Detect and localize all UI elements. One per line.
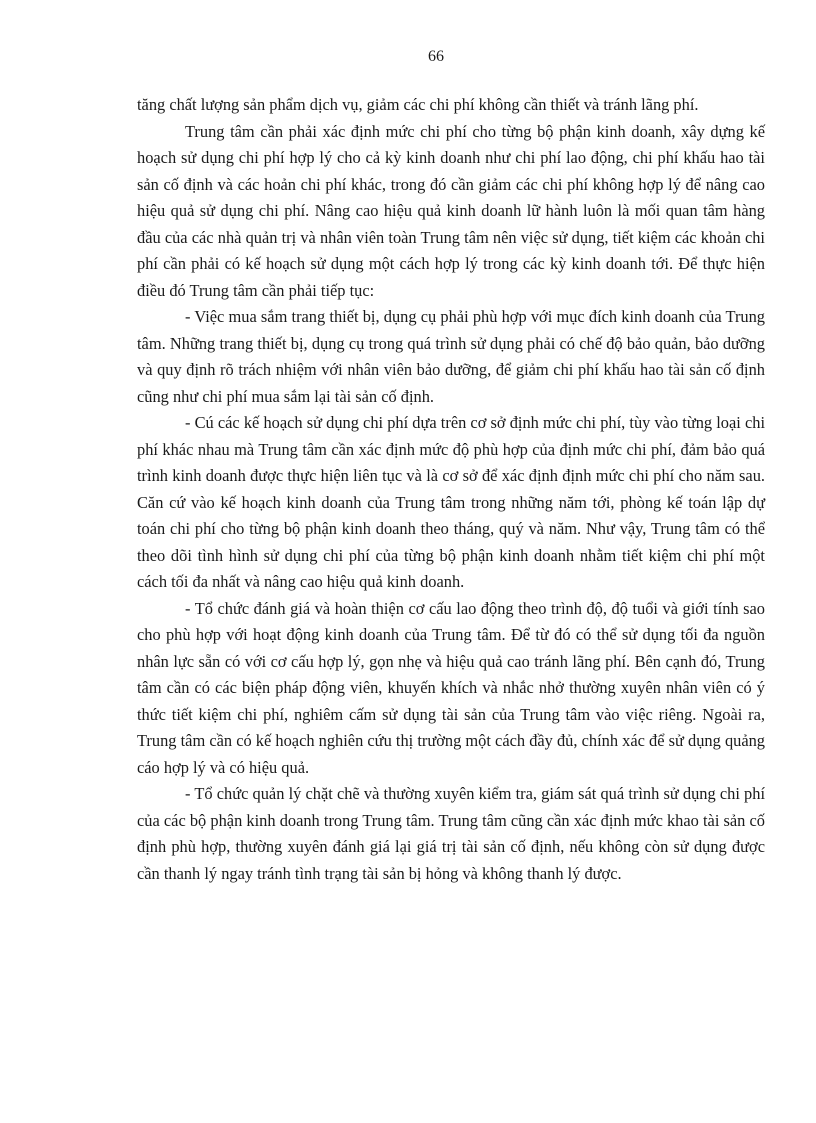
paragraph-equipment-purchase: - Việc mua sắm trang thiết bị, dụng cụ phải phù hợp với mục đích kinh doanh của Trung tâm. Những trang thiết bị, dụng cụ trong quá trình sử dụng phải có chế độ bảo quản, bảo dưỡng và quy định rõ trách nhiệm với nhân viên bảo dưỡng, để giảm chi phí khấu hao tài sản cố định cũng như chi phí mua sắm lại tài sản cố định. (137, 307, 765, 406)
paragraph-continuation: tăng chất lượng sản phẩm dịch vụ, giảm các chi phí không cần thiết và tránh lãng phí. (137, 95, 699, 114)
paragraph-cost-control: - Tổ chức quản lý chặt chẽ và thường xuyên kiểm tra, giám sát quá trình sử dụng chi phí của các bộ phận kinh doanh trong Trung tâm. Trung tâm cũng cần xác định mức khao tài sản cố định phù hợp, thường xuyên đánh giá lại giá trị tài sản cố định, nếu không còn sử dụng được cần thanh lý ngay tránh tình trạng tài sản bị hỏng và không thanh lý được. (137, 784, 765, 883)
body-text (137, 92, 765, 887)
page-number: 66 (428, 48, 444, 65)
paragraph-cost-norms: - Cú các kế hoạch sử dụng chi phí dựa trên cơ sở định mức chi phí, tùy vào từng loại chi phí khác nhau mà Trung tâm cần xác định mức độ phù hợp của định mức chi phí, đảm bảo quá trình kinh doanh được thực hiện liên tục và là cơ sở để xác định định mức chi phí cho năm sau. Căn cứ vào kế hoạch kinh doanh của Trung tâm trong những năm tới, phòng kế toán lập dự toán chi phí cho từng bộ phận kinh doanh theo tháng, quý và năm. Như vậy, Trung tâm có thể theo dõi tình hình sử dụng chi phí của từng bộ phận kinh doanh nhằm tiết kiệm chi phí một cách tối đa nhất và nâng cao hiệu quả kinh doanh. (137, 413, 765, 591)
paragraph-cost-planning: Trung tâm cần phải xác định mức chi phí cho từng bộ phận kinh doanh, xây dựng kế hoạch sử dụng chi phí hợp lý cho cả kỳ kinh doanh như chi phí lao động, chi phí khấu hao tài sản cố định và các hoản chi phí khác, trong đó cần giảm các chi phí không hợp lý để nâng cao hiệu quả sử dụng chi phí. Nâng cao hiệu quả kinh doanh lữ hành luôn là mối quan tâm hàng đầu của các nhà quản trị và nhân viên toàn Trung tâm nên việc sử dụng, tiết kiệm các khoản chi phí cần phải có kế hoạch sử dụng một cách hợp lý trong các kỳ kinh doanh tới. Để thực hiện điều đó Trung tâm cần phải tiếp tục: (137, 121, 765, 300)
paragraph-labor-structure: - Tổ chức đánh giá và hoàn thiện cơ cấu lao động theo trình độ, độ tuổi và giới tính sao cho phù hợp với hoạt động kinh doanh của Trung tâm. Để từ đó có thể sử dụng tối đa nguồn nhân lực sẵn có với cơ cấu hợp lý, gọn nhẹ và hiệu quả cao tránh lãng phí. Bên cạnh đó, Trung tâm cần có các biện pháp động viên, khuyến khích và nhắc nhở thường xuyên nhân viên có ý thức tiết kiệm chi phí, nghiêm cấm sử dụng tài sản của Trung tâm vào việc riêng. Ngoài ra, Trung tâm cần có kế hoạch nghiên cứu thị trường một cách đầy đủ, chính xác để sử dụng quảng cáo hợp lý và có hiệu quả. (137, 598, 765, 777)
